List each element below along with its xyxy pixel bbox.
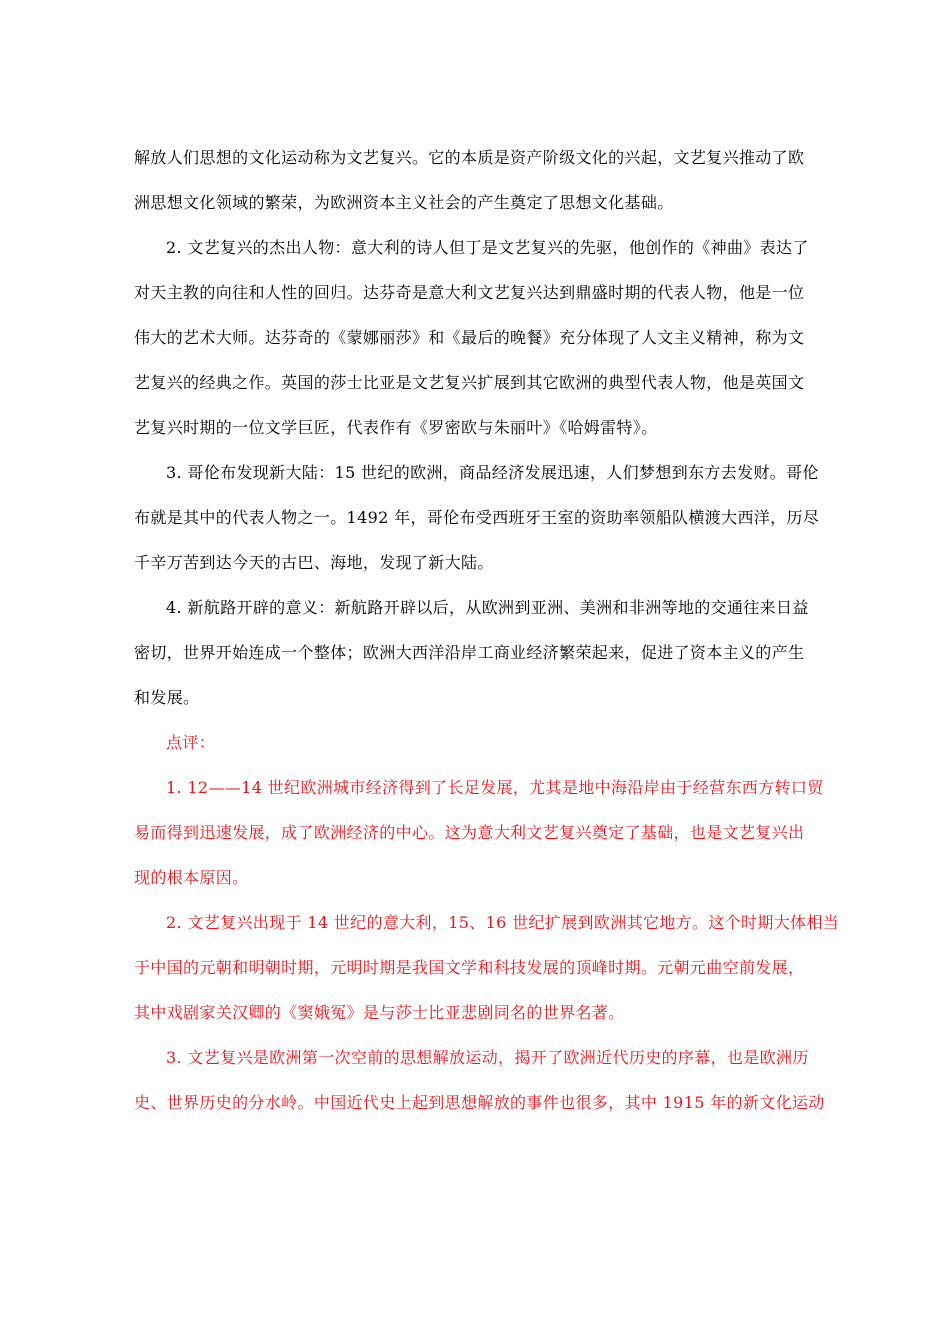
body-text-line: 和发展。 bbox=[134, 688, 200, 707]
body-text-line: 布就是其中的代表人物之一。1492 年，哥伦布受西班牙王室的资助率领船队横渡大西洋，历尽 bbox=[134, 508, 820, 527]
body-text-line: 解放人们思想的文化运动称为文艺复兴。它的本质是资产阶级文化的兴起，文艺复兴推动了欧 bbox=[134, 148, 805, 167]
body-text-line: 艺复兴时期的一位文学巨匠，代表作有《罗密欧与朱丽叶》《哈姆雷特》。 bbox=[134, 418, 658, 437]
body-text-line: 千辛万苦到达今天的古巴、海地，发现了新大陆。 bbox=[134, 553, 494, 572]
body-text-line: 密切，世界开始连成一个整体；欧洲大西洋沿岸工商业经济繁荣起来，促进了资本主义的产生 bbox=[134, 643, 805, 662]
body-text-line: 4. 新航路开辟的意义：新航路开辟以后，从欧洲到亚洲、美洲和非洲等地的交通往来日益 bbox=[166, 598, 809, 617]
comment-text-line: 2. 文艺复兴出现于 14 世纪的意大利，15、16 世纪扩展到欧洲其它地方。这个时期大体相当 bbox=[166, 913, 840, 932]
body-text-line: 对天主教的向往和人性的回归。达芬奇是意大利文艺复兴达到鼎盛时期的代表人物，他是一位 bbox=[134, 283, 805, 302]
comment-text-line: 现的根本原因。 bbox=[134, 868, 249, 887]
comment-text-line: 史、世界历史的分水岭。中国近代史上起到思想解放的事件也很多，其中 1915 年的新文化运动 bbox=[134, 1093, 825, 1112]
body-text-line: 2. 文艺复兴的杰出人物：意大利的诗人但丁是文艺复兴的先驱，他创作的《神曲》表达了 bbox=[166, 238, 809, 257]
body-text-line: 3. 哥伦布发现新大陆：15 世纪的欧洲，商品经济发展迅速，人们梦想到东方去发财。哥伦 bbox=[166, 463, 819, 482]
comment-heading: 点评： bbox=[166, 733, 216, 752]
body-text-line: 艺复兴的经典之作。英国的莎士比亚是文艺复兴扩展到其它欧洲的典型代表人物，他是英国文 bbox=[134, 373, 805, 392]
comment-text-line: 3. 文艺复兴是欧洲第一次空前的思想解放运动，揭开了欧洲近代历史的序幕，也是欧洲历 bbox=[166, 1048, 809, 1067]
comment-text-line: 于中国的元朝和明朝时期，元明时期是我国文学和科技发展的顶峰时期。元朝元曲空前发展， bbox=[134, 958, 805, 977]
body-text-line: 伟大的艺术大师。达芬奇的《蒙娜丽莎》和《最后的晚餐》充分体现了人文主义精神，称为文 bbox=[134, 328, 805, 347]
comment-text-line: 易而得到迅速发展，成了欧洲经济的中心。这为意大利文艺复兴奠定了基础，也是文艺复兴出 bbox=[134, 823, 805, 842]
comment-text-line: 其中戏剧家关汉卿的《窦娥冤》是与莎士比亚悲剧同名的世界名著。 bbox=[134, 1003, 625, 1022]
body-text-line: 洲思想文化领域的繁荣，为欧洲资本主义社会的产生奠定了思想文化基础。 bbox=[134, 193, 674, 212]
comment-text-line: 1. 12——14 世纪欧洲城市经济得到了长足发展，尤其是地中海沿岸由于经营东西方转口贸 bbox=[166, 778, 824, 797]
